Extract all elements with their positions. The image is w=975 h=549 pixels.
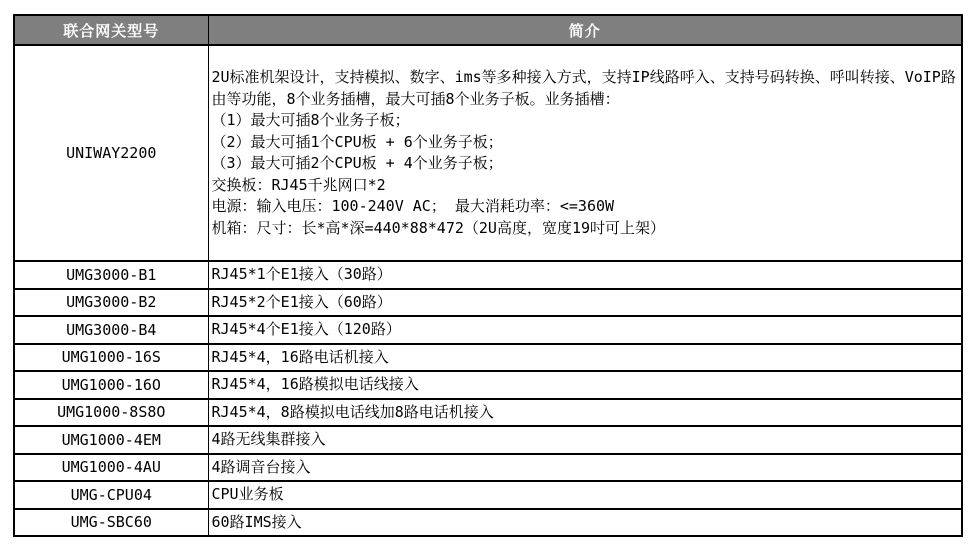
header-model-column: 联合网关型号 (14, 15, 208, 45)
table-row (14, 316, 962, 344)
model-cell: UMG1000-4EM (14, 426, 208, 454)
table-row (14, 481, 962, 509)
table-row (14, 261, 962, 289)
table-row (14, 454, 962, 482)
model-cell: UMG3000-B1 (14, 261, 208, 289)
description-cell: 4路无线集群接入 (208, 426, 962, 454)
model-cell: UMG1000-4AU (14, 454, 208, 482)
description-cell (208, 45, 962, 261)
table-header-row (14, 15, 962, 45)
description-cell: 4路调音台接入 (208, 454, 962, 482)
header-intro-column: 简介 (208, 15, 962, 45)
model-cell: UNIWAY2200 (14, 45, 208, 261)
table-row (14, 426, 962, 454)
description-cell: RJ45*4，8路模拟电话线加8路电话机接入 (208, 399, 962, 427)
description-line: 机箱：尺寸：长*高*深=440*88*472（2U高度，宽度19吋可上架） (211, 218, 666, 237)
table-row-uniway2200 (14, 45, 962, 261)
model-cell: UMG3000-B4 (14, 316, 208, 344)
description-cell: RJ45*4个E1接入（120路） (208, 316, 962, 344)
table-row (14, 509, 962, 537)
description-cell: RJ45*1个E1接入（30路） (208, 261, 962, 289)
model-cell: UMG1000-16S (14, 344, 208, 372)
table-row (14, 344, 962, 372)
description-line: 2U标准机架设计，支持模拟、数字、ims等多种接入方式，支持IP线路呼入、支持号码转换、呼叫转接、VoIP路由等功能，8个业务插槽，最大可插8个业务子板。业务插槽： (211, 68, 956, 108)
table-row (14, 371, 962, 399)
description-cell: CPU业务板 (208, 481, 962, 509)
model-cell: UMG3000-B2 (14, 289, 208, 317)
table-row (14, 289, 962, 317)
description-cell: RJ45*4，16路电话机接入 (208, 344, 962, 372)
model-cell: UMG-SBC60 (14, 509, 208, 537)
description-line: （2）最大可插1个CPU板 + 6个业务子板； (211, 132, 503, 151)
model-cell: UMG1000-16O (14, 371, 208, 399)
description-cell: RJ45*4，16路模拟电话线接入 (208, 371, 962, 399)
model-cell: UMG-CPU04 (14, 481, 208, 509)
description-cell: 60路IMS接入 (208, 509, 962, 537)
gateway-spec-table (13, 14, 963, 537)
table-row (14, 399, 962, 427)
model-cell: UMG1000-8S8O (14, 399, 208, 427)
description-cell: RJ45*2个E1接入（60路） (208, 289, 962, 317)
description-line: （3）最大可插2个CPU板 + 4个业务子板； (211, 154, 503, 172)
description-line: 交换板：RJ45千兆网口*2 (211, 175, 386, 194)
description-line: 电源：输入电压：100-240V AC； 最大消耗功率：<=360W (211, 197, 615, 215)
description-line: （1）最大可插8个业务子板； (211, 111, 410, 129)
